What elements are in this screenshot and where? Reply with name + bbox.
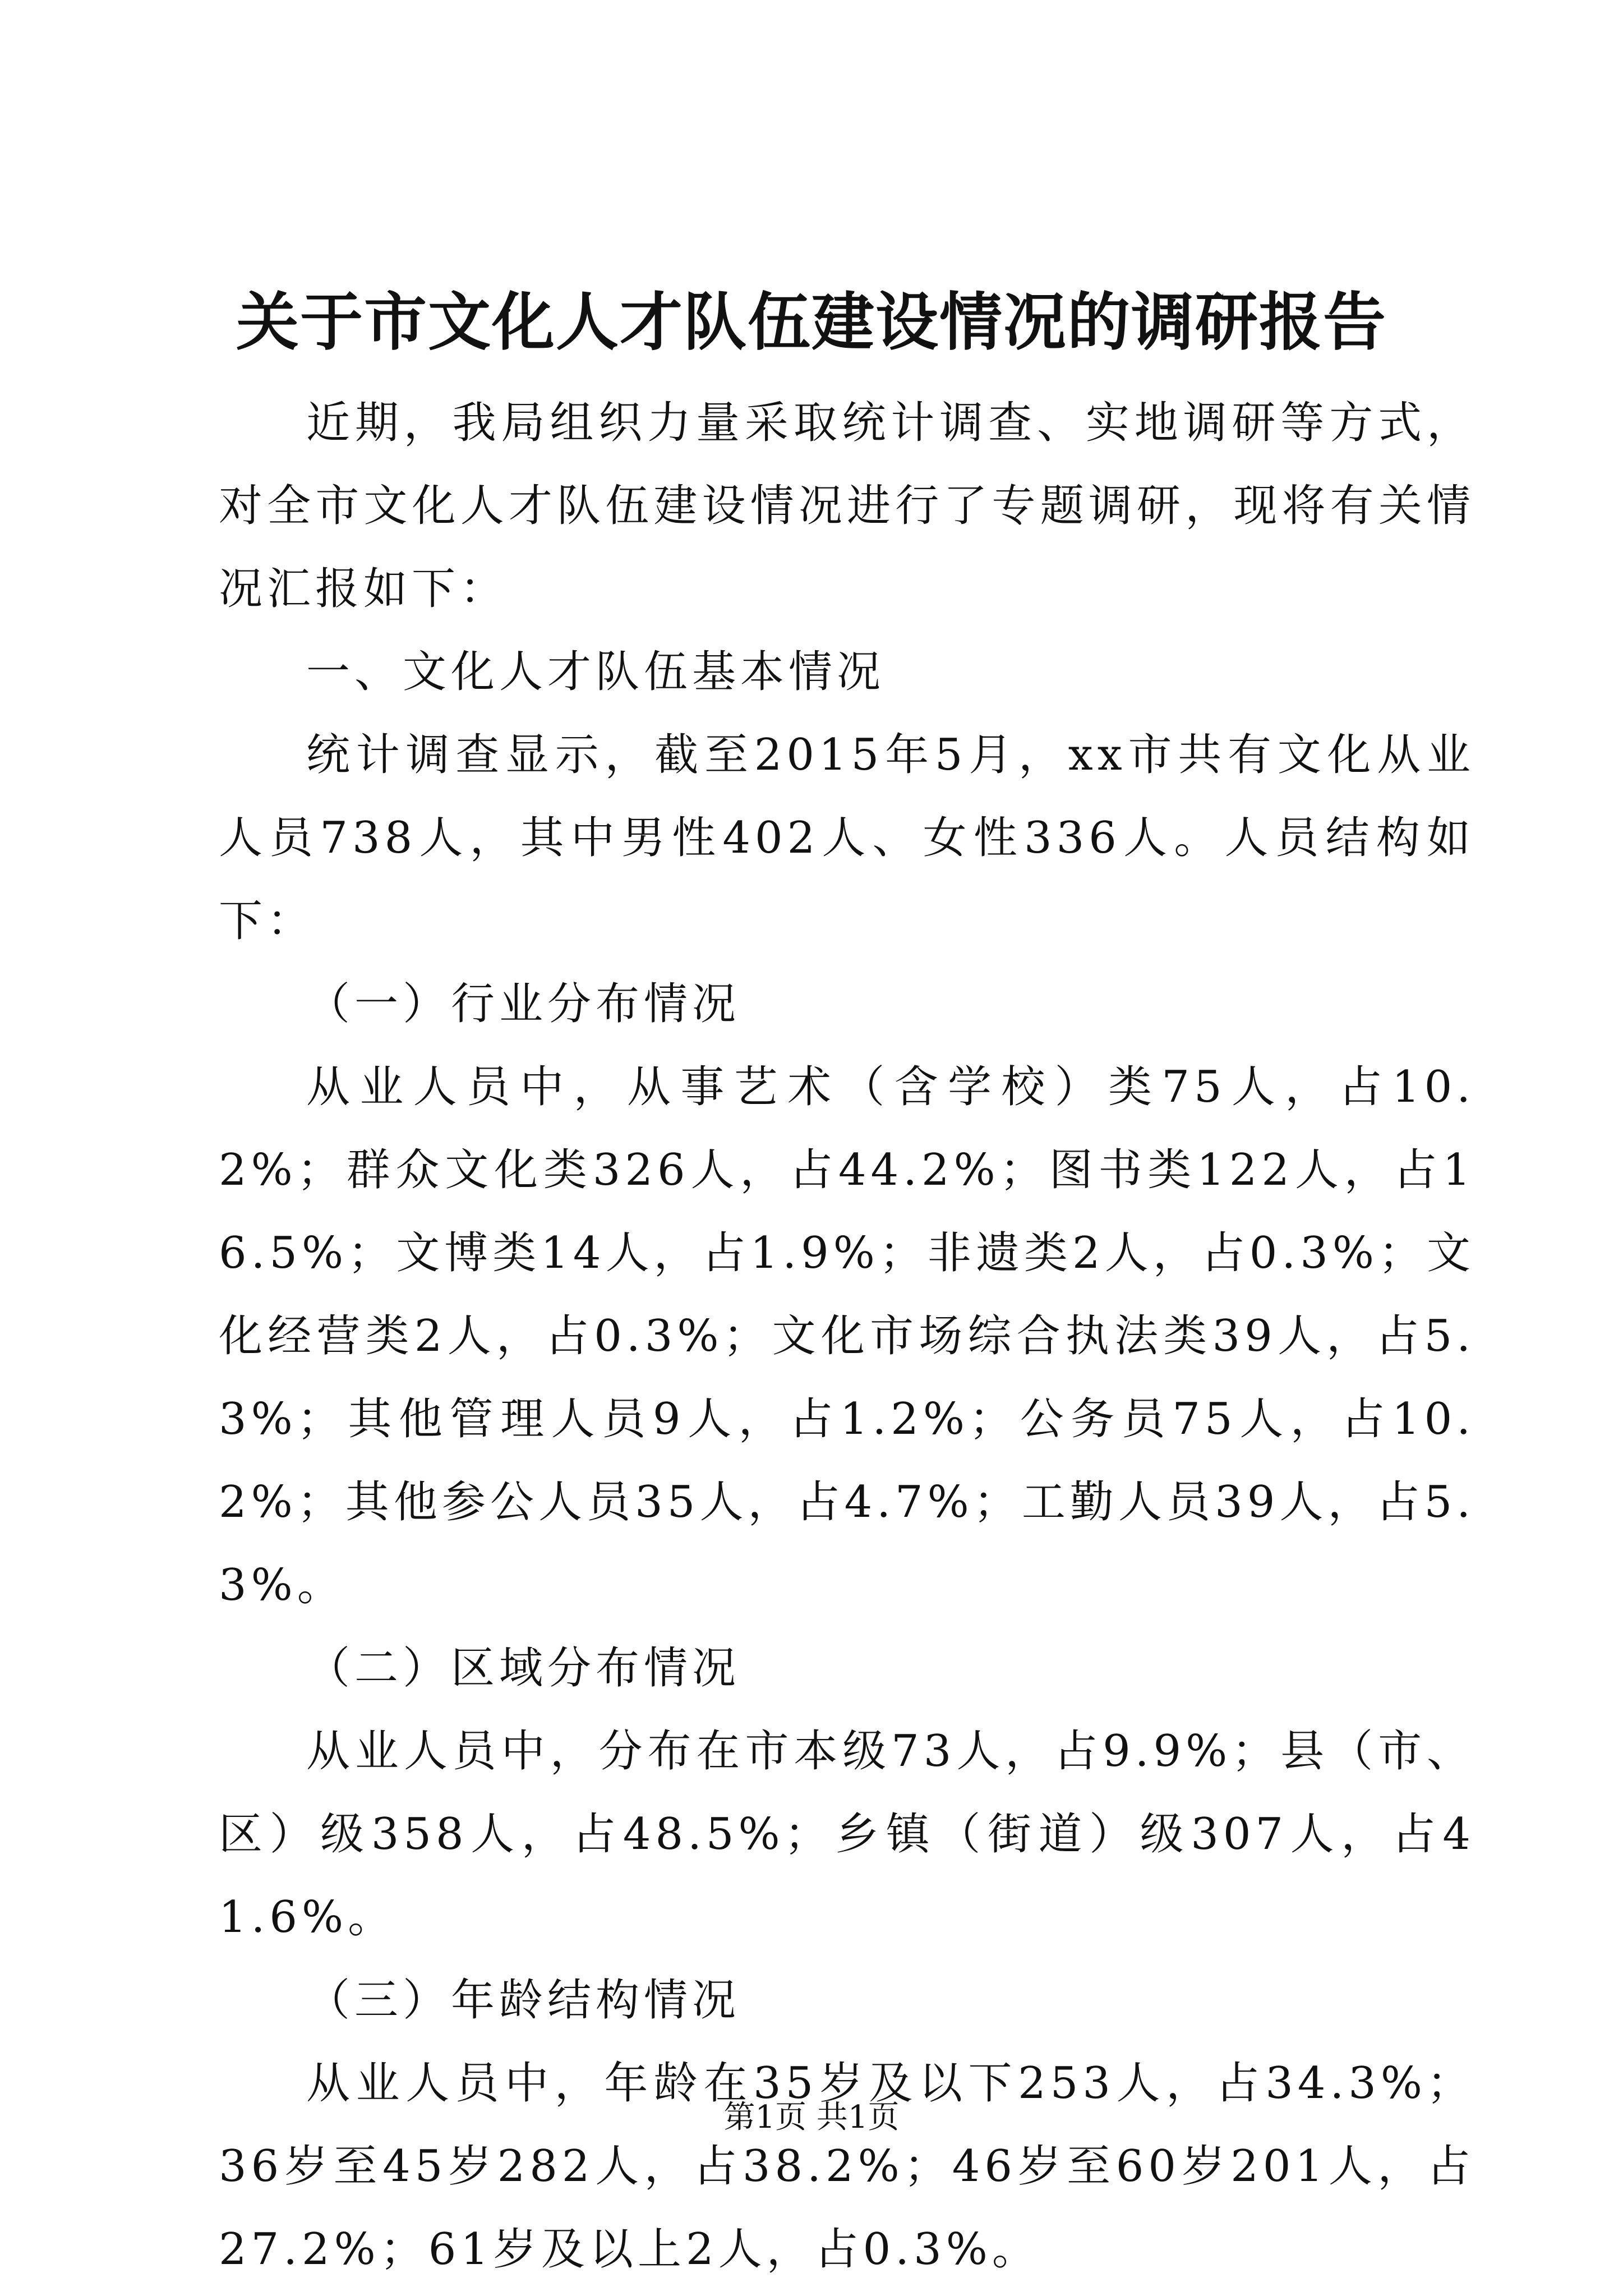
section-heading-1: 一、文化人才队伍基本情况 [306, 647, 886, 697]
region-distribution-paragraph: 从业人员中，分布在市本级73人，占9.9%；县（市、区）级358人，占48.5%；乡镇（街道）级307人，占41.6%。 [219, 1726, 1475, 1943]
document-body [219, 381, 1475, 2291]
subsection-heading-age: （三）年龄结构情况 [306, 1975, 741, 2026]
industry-distribution-paragraph: 从业人员中，从事艺术（含学校）类75人，占10.2%；群众文化类326人，占44.2%；图书类122人，占16.5%；文博类14人，占1.9%；非遗类2人，占0.3%；文化经营类2人，占0.3%；文化市场综合执法类39人，占5.3%；其他管理人员9人，占1.2%；公务员75人，占10.2%；其他参公人员35人，占4.7%；工勤人员39人，占5.3%。 [219, 1062, 1475, 1611]
subsection-heading-industry: （一）行业分布情况 [306, 979, 741, 1029]
age-structure-paragraph: 从业人员中，年龄在35岁及以下253人，占34.3%；36岁至45岁282人，占38.2%；46岁至60岁201人，占27.2%；61岁及以上2人，占0.3%。 [219, 2058, 1475, 2275]
intro-paragraph: 近期，我局组织力量采取统计调查、实地调研等方式，对全市文化人才队伍建设情况进行了专题调研，现将有关情况汇报如下： [219, 398, 1475, 614]
page-footer: 第1页 共1页 [723, 2099, 900, 2136]
document-title: 关于市文化人才队伍建设情况的调研报告 [236, 286, 1387, 359]
section-1-paragraph: 统计调查显示，截至2015年5月，xx市共有文化从业人员738人，其中男性402人、女性336人。人员结构如下： [219, 730, 1475, 946]
subsection-heading-region: （二）区域分布情况 [306, 1643, 741, 1694]
